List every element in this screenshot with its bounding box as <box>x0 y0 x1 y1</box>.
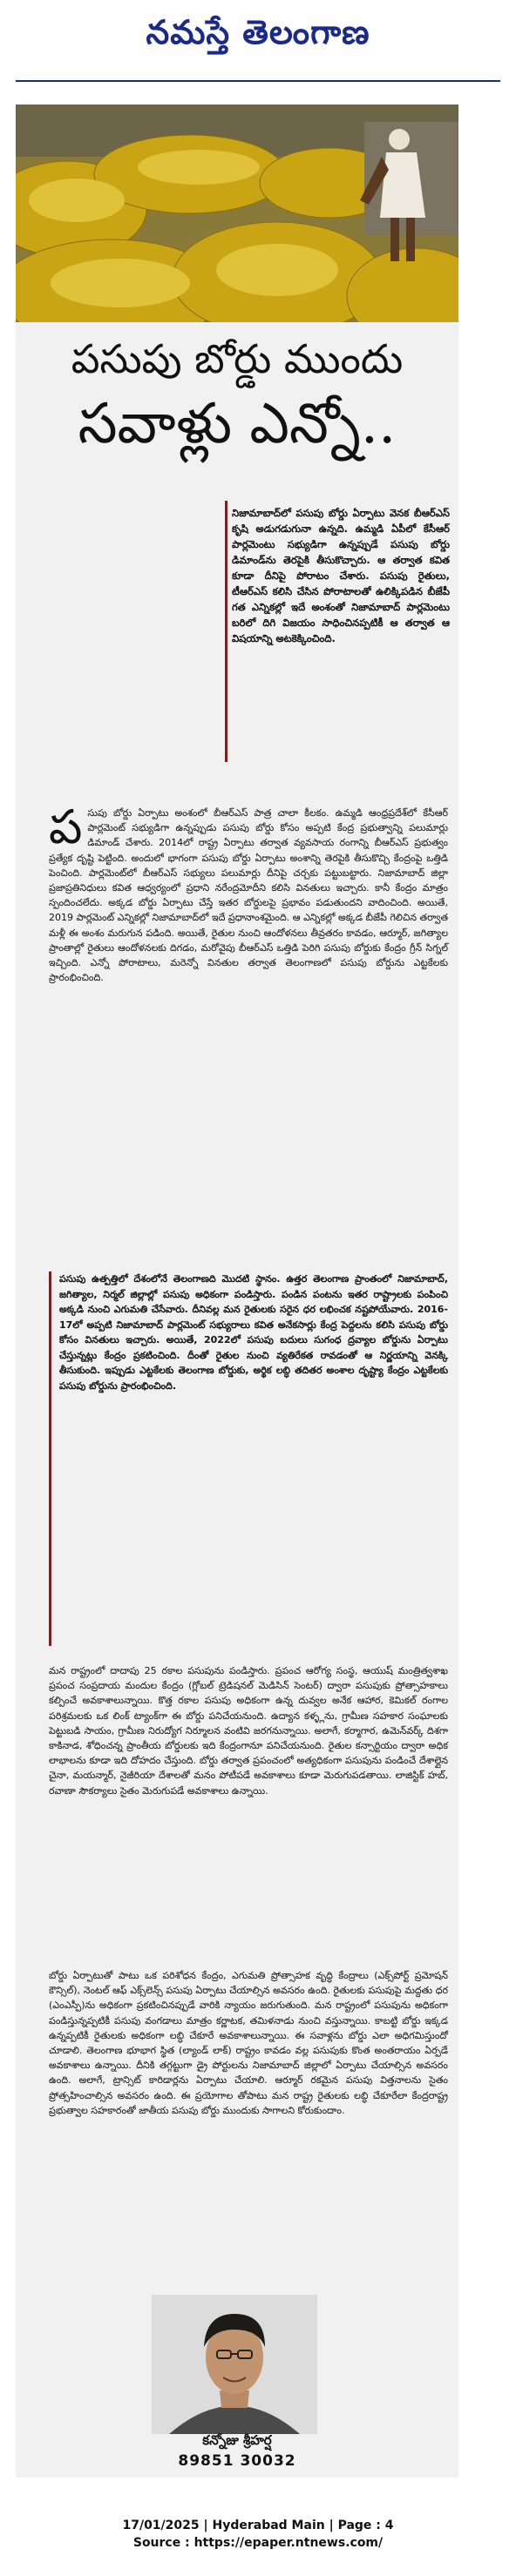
article-panel <box>16 105 458 2478</box>
source-link[interactable]: Source : https://epaper.ntnews.com/ <box>132 2536 384 2550</box>
author-photo <box>152 2295 317 2434</box>
author-name: కన్నోజు శ్రీహర్ష <box>202 2432 272 2448</box>
callout-paragraph: పసుపు ఉత్పత్తిలో దేశంలోనే తెలంగాణది మొదటి స్థానం. ఉత్తర తెలంగాణ ప్రాంతంలో నిజామాబాద్, జగిత్యాల, నిర్మల్ జిల్లాల్లో పసుపు అధికంగా పండిస్తారు. పండిన పంటను ఇతర రాష్ట్రాలకు పంపించి అక్కడి నుంచి ఎగుమతి చేసేవారు. దీనివల్ల మన రైతులకు సరైన ధర లభించక నష్టపోయేవారు. 2016-17లో అప్పటి నిజామాబాద్ పార్లమెంట్ సభ్యురాలు కవిత అనేకసార్లు కేంద్ర పెద్దలను కలిసి పసుపు బోర్డు కోసం వినతులు ఇచ్చారు. అయితే, 2022లో పసుపు బదులు సుగంధ ద్రవ్యాల బోర్డును ఏర్పాటు చేస్తున్నట్లు కేంద్రం ప్రకటించింది. దీంతో రైతుల నుంచి వ్యతిరేకత రావడంతో ఆ నిర్ణయాన్ని వెనక్కి తీసుకుంది. ఇప్పుడు ఎట్టకేలకు తెలంగాణ బోర్డుకు, అర్థిక లబ్ధి తదితర అంశాల దృష్ట్యా కేంద్రం ఎట్టకేలకు పసుపు బోర్డును ప్రారంభించింది. <box>59 1273 448 1392</box>
author-phone: 89851 30032 <box>178 2452 296 2470</box>
body-paragraph-1 <box>49 799 448 985</box>
turmeric-market-photo <box>16 105 458 322</box>
drop-cap: ప <box>49 799 83 854</box>
headline-line-1: పసుపు బోర్డు ముందు <box>71 335 404 382</box>
edition-info: 17/01/2025 | Hyderabad Main | Page : 4 <box>122 2519 394 2532</box>
body-paragraph-1-text: సుపు బోర్డు ఏర్పాటు అంశంలో బీఆర్ఎస్ పాత్ర చాలా కీలకం. ఉమ్మడి ఆంధ్రప్రదేశ్‌లో కేసీఆర్ పార్లమెంట్ సభ్యుడిగా ఉన్నప్పుడు పసుపు బోర్డు కోసం అప్పటి కేంద్ర ప్రభుత్వాన్ని పలుమార్లు డిమాండ్ చేశారు. 2014లో రాష్ట్ర ఏర్పాటు తర్వాత వ్యవసాయ రంగాన్ని బీఆర్ఎస్ ప్రభుత్వం ప్రత్యేక దృష్టి పెట్టింది. అందులో భాగంగా పసుపు బోర్డు ఏర్పాటు అంశాన్ని తెరపైకి తీసుకొచ్చి కేంద్రంపై ఒత్తిడి పెంచింది. పార్లమెంట్‌లో బీఆర్ఎస్ సభ్యులు పలుమార్లు దీనిపై చర్చకు పట్టుబట్టారు. నిజామాబాద్ జిల్లా ప్రజాప్రతినిధులు కవిత ఆధ్వర్యంలో ప్రధాని నరేంద్రమోదీని కలిసి వినతులు ఇచ్చారు. కానీ కేంద్రం మాత్రం స్పందించలేదు. అక్కడ బోర్డు ఏర్పాటు చేస్తే ఇతర బోర్డులపై ప్రభావం పడుతుందని వాదించింది. అయితే, 2019 పార్లమెంట్ ఎన్నికల్లో నిజామాబాద్‌లో ఇదే ప్రధానాంశమైంది. ఆ ఎన్నికల్లో అక్కడ బీజేపీ గెలిచిన తర్వాత మళ్లీ ఈ అంశం మరుగున పడింది. అయితే, రైతుల నుంచి ఆందోళనలు తీవ్రతరం కావడం, ఆర్మూర్, జగిత్యాల ప్రాంతాల్లో రైతులు ఆందోళనలకు దిగడం, మరోవైపు బీఆర్ఎస్ ఒత్తిడి పెరిగి పసుపు బోర్డుకు కేంద్రం గ్రీన్ సిగ్నల్ ఇచ్చింది. ఎన్నో పోరాటాలు, మరెన్నో వినతుల తర్వాత తెలంగాణలో పసుపు బోర్డును ఎట్టకేలకు ప్రారంభించింది. <box>49 807 448 984</box>
body-paragraph-3: బోర్డు ఏర్పాటుతో పాటు ఒక పరిశోధన కేంద్రం, ఎగుమతి ప్రోత్సాహక వృద్ధి కేంద్రాలు (ఎక్స్‌పోర్ట్ ప్రమోషన్ కౌన్సిల్), నెంటల్ ఆఫ్ ఎక్స్‌లెన్స్ పసుపు ఏర్పాటు చేయాల్సిన అవసరం ఉంది. రైతులకు పసుపుపై మద్దతు ధర (ఎంఎస్పీ)ను అధికంగా ప్రకటించినప్పుడే వారికి న్యాయం జరుగుతుంది. మన రాష్ట్రంలో పసుపును అధికంగా పండిస్తున్నప్పటికీ పసుపు వంగడాలు మాత్రం కర్ణాటక, తమిళనాడు నుంచి వస్తున్నాయి. కాబట్టి బోర్డు ఇక్కడ ఉన్నప్పటికీ రైతులకు అధికంగా లబ్ధి చేకూరే అవకాశాలున్నాయి. ఈ సవాళ్లను బోర్డు ఎలా అధిగమిస్తుందో చూడాలి. తెలంగాణ భూభాగ స్థిత (ల్యాండ్ లాక్) రాష్ట్రం కావడం వల్ల పసుపుకు కొంత అంతరాయం ఏర్పడే అవకాశాలు ఉన్నాయి. దీనికి తగ్గట్టుగా డ్రై పోర్టులను నిజామాబాద్ జిల్లాలో ఏర్పాటు చేయాల్సిన అవసరం ఉంది. అలాగే, ట్రాన్సిట్ కారిడార్లను ఏర్పాటు చేయాలి. ఆర్మూర్ రకమైన పసుపు విత్తనాలను సైతం ప్రోత్సహించాల్సిన అవసరం ఉంది. ఈ ప్రయోగాల తోపాటు మన రాష్ట్ర రైతులకు లబ్ధి చేకూరేలా కేంద్రరాష్ట్ర ప్రభుత్వాల సహకారంతో జాతీయ పసుపు బోర్డు ముందుకు సాగాలని కోరుకుందాం. <box>49 1970 448 2116</box>
masthead <box>0 0 516 84</box>
headline-line-2: సవాళ్లు ఎన్నో.. <box>78 392 397 456</box>
intro-paragraph: నిజామాబాద్‌లో పసుపు బోర్డు ఏర్పాటు వెనక బీఆర్ఎస్ కృషి అడుగడుగునా ఉన్నది. ఉమ్మడి ఏపీలో కేసీఆర్ పార్లమెంటు సభ్యుడిగా ఉన్నప్పుడే పసుపు బోర్డు డిమాండ్‌ను తెరపైకి తీసుకొచ్చారు. ఆ తర్వాత కవిత కూడా దీనిపై పోరాటం చేశారు. పసుపు రైతులు, టీఆర్ఎస్ కలిసి చేసిన పోరాటాలతో ఉలిక్కిపడిన బీజేపీ గత ఎన్నికల్లో ఇదే అంశంతో నిజామాబాద్ పార్లమెంటు బరిలో దిగి విజయం సాధించినప్పటికీ ఆ తర్వాత ఆ విషయాన్ని అటకెక్కించింది. <box>232 507 450 644</box>
newspaper-title: నమస్తే తెలంగాణ <box>146 12 370 51</box>
callout-rule <box>49 1271 51 1646</box>
body-paragraph-2: మన రాష్ట్రంలో దాదాపు 25 రకాల పసుపును పండిస్తారు. ప్రపంచ ఆరోగ్య సంస్థ, ఆయుష్ మంత్రిత్వశాఖ ప్రపంచ సంప్రదాయ మందుల కేంద్రం (గ్లోబల్ ట్రెడిషనల్ మెడిసిన్ సెంటర్) ద్వారా పసుపుకు ప్రోత్సాహకాలు కల్పించే అవకాశాలున్నాయి. కొత్త రకాల పసుపు అధికంగా ఉన్న దువ్వల అనేక ఆహార, కెమికల్ రంగాల పరిశ్రమలకు ఒక లింక్ ట్యాంక్‌గా ఈ బోర్డు పనిచేయనుంది. ఉద్యాన కళ్ళ్లను, గ్రామీణ సహకార సంఘాలకు పెట్టుబడి సాయం, గ్రామీణ నిరుద్యోగ నిర్మూలన వంటివి జరగనున్నాయి. అలాగే, కర్మాగార, ఉమెన్‌వర్క్ దిశగా కాకినాడ, శోధించన్న ప్రాంతీయ బోర్డులకు ఇది కేంద్రంగానూ పనిచేయనుంది. రైతుల కన్సార్టియం ద్వారా అధిక లాభాలను కూడా ఇది దోహదం చేస్తుంది. బోర్డు తర్వాత ప్రపంచంలో అత్యధికంగా పసుపును పండించే దేశాల్లైన చైనా, మయన్మార్, నైజీరియా దేశాలతో మనం పోటీపడే అవకాశాలు కూడా మెరుగుపడతాయి. లాజిస్టిక్ హబ్, రవాణా సౌకర్యాలు సైతం మెరుగుపడే అవకాశాలు ఉన్నాయి. <box>49 1665 448 1797</box>
page-footer <box>0 2517 516 2552</box>
masthead-rule <box>16 80 500 82</box>
